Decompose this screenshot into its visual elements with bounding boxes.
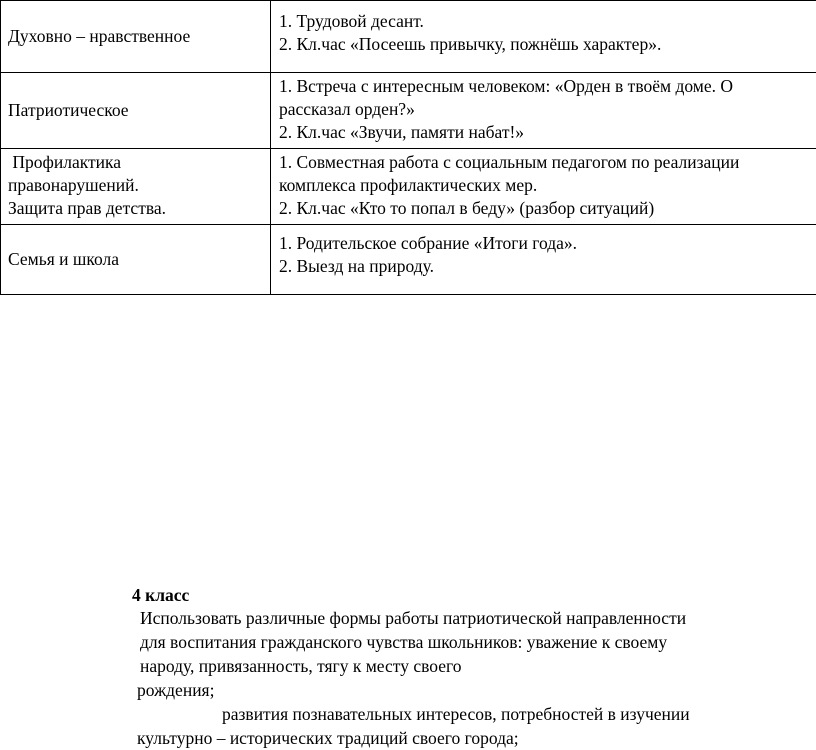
direction-text: Семья и школа [8, 249, 119, 269]
activity-line: 1. Трудовой десант. [279, 11, 424, 31]
paragraph-line: развития познавательных интересов, потребностей в изучении [222, 704, 690, 724]
activities-cell [271, 225, 816, 295]
activity-line: рассказал орден?» [279, 99, 415, 119]
direction-text: правонарушений. [8, 175, 139, 195]
activity-line: 2. Кл.час «Кто то попал в беду» (разбор ситуаций) [279, 198, 655, 218]
direction-cell [1, 225, 271, 295]
paragraph-line: народу, привязанность, тягу к месту своего [140, 656, 462, 676]
direction-text: Духовно – нравственное [8, 26, 191, 46]
table-row [1, 149, 816, 225]
direction-text: Патриотическое [8, 100, 129, 120]
direction-text: Защита прав детства. [8, 198, 167, 218]
paragraph-line: культурно – исторических традиций своего города; [137, 728, 519, 748]
section-title: 4 класс [132, 585, 190, 605]
direction-text: Профилактика [8, 152, 122, 172]
paragraph-line: Использовать различные формы работы патриотической направленности [140, 608, 687, 628]
activity-line: 2. Выезд на природу. [279, 256, 435, 276]
activity-line: 1. Встреча с интересным человеком: «Орден в твоём доме. О [279, 76, 733, 96]
activity-line: 2. Кл.час «Посеешь привычку, пожнёшь характер». [279, 34, 662, 54]
activities-cell [271, 73, 816, 149]
direction-cell [1, 73, 271, 149]
table-row [1, 1, 816, 73]
table-row [1, 225, 816, 295]
activity-line: комплекса профилактических мер. [279, 175, 538, 195]
table-row [1, 73, 816, 149]
activity-line: 1. Совместная работа с социальным педагогом по реализации [279, 152, 740, 172]
activities-table [0, 0, 816, 295]
paragraph-line: рождения; [137, 680, 215, 700]
activity-line: 1. Родительское собрание «Итоги года». [279, 233, 577, 253]
activity-line: 2. Кл.час «Звучи, памяти набат!» [279, 122, 525, 142]
paragraph-line: для воспитания гражданского чувства школьников: уважение к своему [140, 632, 668, 652]
direction-cell [1, 149, 271, 225]
activities-cell [271, 149, 816, 225]
activities-cell [271, 1, 816, 73]
direction-cell [1, 1, 271, 73]
